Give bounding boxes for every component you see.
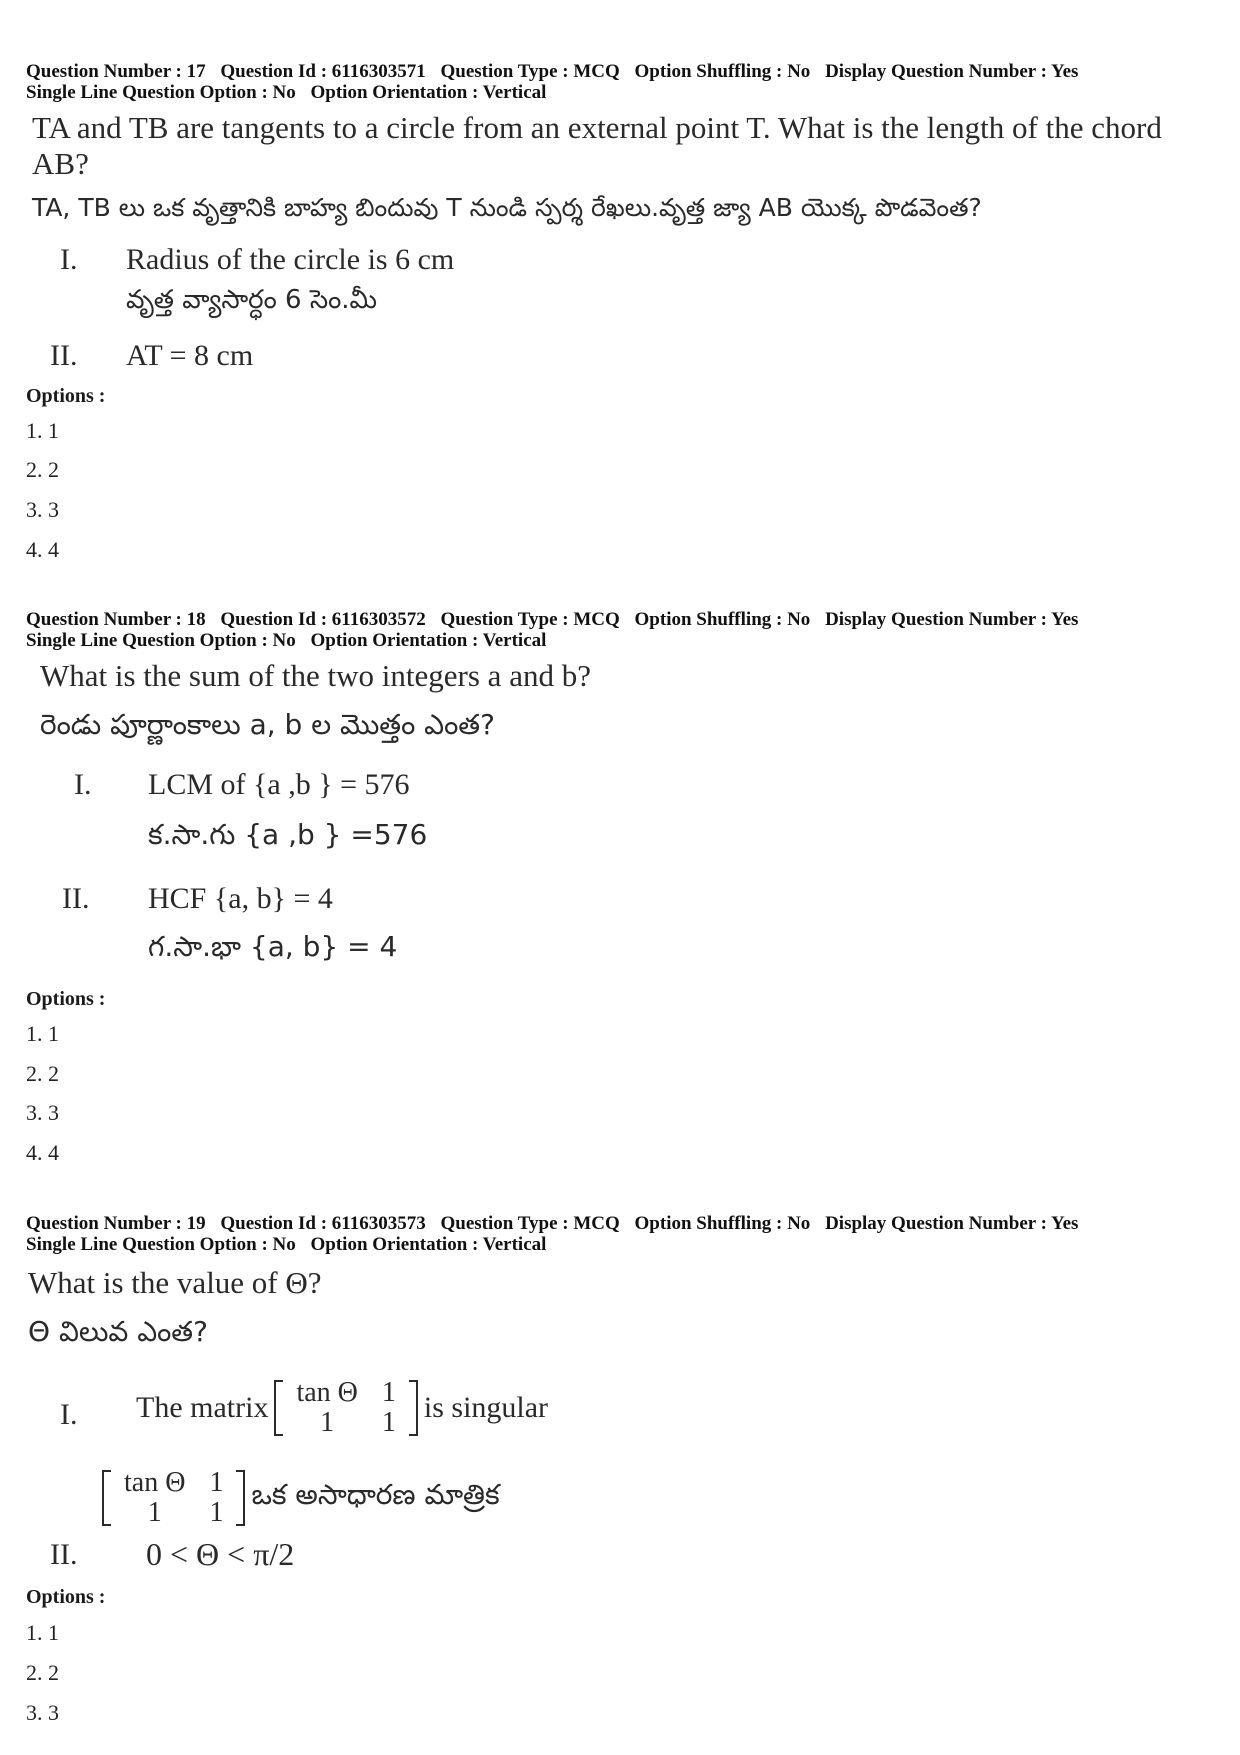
question-number: Question Number : 19: [26, 1213, 206, 1234]
question-type: Question Type : MCQ: [440, 1213, 620, 1234]
condition-1-te: వృత్త వ్యాసార్ధం 6 సెం.మీ: [126, 285, 378, 315]
question-stem-te: TA, TB లు ఒక వృత్తానికి బాహ్య బిందువు T నుండి స్పర్శ రేఖలు.వృత్త జ్యా AB యొక్క పొడవెంత?: [32, 193, 982, 222]
option-1[interactable]: 1. 1: [26, 1620, 59, 1645]
matrix-table-te: [112, 1468, 235, 1528]
matrix: [274, 1378, 417, 1438]
matrix-cell: 1: [381, 1407, 396, 1438]
condition-1-te: క.సా.గు {a ,b } =576: [148, 818, 428, 851]
question-meta-2: [26, 630, 556, 651]
condition-roman-1: I.: [74, 768, 92, 801]
condition-1-en: LCM of {a ,b } = 576: [148, 768, 410, 801]
option-3[interactable]: 3. 3: [26, 1700, 59, 1725]
options-label: Options :: [26, 1586, 106, 1608]
matrix-te-suffix: ఒక అసాధారణ మాత్రిక: [251, 1478, 500, 1511]
option-3[interactable]: 3. 3: [26, 1100, 59, 1125]
option-4[interactable]: 4. 4: [26, 1140, 59, 1165]
question-meta: [26, 61, 1088, 82]
question-stem-en: [32, 110, 1222, 182]
single-line-option: Single Line Question Option : No: [26, 630, 296, 651]
matrix-prefix: The matrix: [136, 1391, 269, 1424]
option-orientation: Option Orientation : Vertical: [310, 630, 547, 651]
option-1[interactable]: 1. 1: [26, 1021, 59, 1046]
matrix-cell: 1: [381, 1377, 396, 1408]
question-meta-2: [26, 82, 556, 103]
matrix-te: [102, 1468, 245, 1528]
condition-1-en: [136, 1378, 548, 1438]
option-4[interactable]: 4. 4: [26, 537, 59, 562]
question-stem-en: What is the sum of the two integers a and b?: [40, 658, 591, 693]
matrix-cell: tan Θ: [296, 1377, 358, 1408]
question-id: Question Id : 6116303571: [220, 61, 426, 82]
question-meta: [26, 609, 1088, 630]
question-stem-te: Θ విలువ ఎంత?: [28, 1315, 208, 1348]
condition-roman-2: II.: [50, 339, 78, 372]
option-2[interactable]: 2. 2: [26, 1660, 59, 1685]
condition-roman-1: I.: [60, 243, 78, 276]
question-id: Question Id : 6116303573: [220, 1213, 426, 1234]
condition-roman-2: II.: [50, 1538, 78, 1571]
matrix-cell: 1: [320, 1407, 335, 1438]
display-question-number: Display Question Number : Yes: [825, 609, 1079, 630]
stem-line-2: AB?: [32, 146, 89, 181]
condition-1-te: [96, 1468, 500, 1528]
option-orientation: Option Orientation : Vertical: [310, 1234, 547, 1255]
options-label: Options :: [26, 385, 106, 407]
option-3[interactable]: 3. 3: [26, 497, 59, 522]
question-meta-2: [26, 1234, 556, 1255]
condition-roman-2: II.: [62, 882, 90, 915]
option-1[interactable]: 1. 1: [26, 418, 59, 443]
question-type: Question Type : MCQ: [440, 61, 620, 82]
option-shuffling: Option Shuffling : No: [634, 1213, 811, 1234]
single-line-option: Single Line Question Option : No: [26, 82, 296, 103]
display-question-number: Display Question Number : Yes: [825, 61, 1079, 82]
option-shuffling: Option Shuffling : No: [634, 61, 811, 82]
condition-1-en: Radius of the circle is 6 cm: [126, 243, 455, 276]
single-line-option: Single Line Question Option : No: [26, 1234, 296, 1255]
condition-2-en: HCF {a, b} = 4: [148, 882, 333, 915]
question-id: Question Id : 6116303572: [220, 609, 426, 630]
stem-line-1: TA and TB are tangents to a circle from an external point T. What is the length of the chord: [32, 110, 1162, 145]
question-meta: [26, 1213, 1088, 1234]
matrix-table: [284, 1378, 407, 1438]
display-question-number: Display Question Number : Yes: [825, 1213, 1079, 1234]
condition-roman-1: I.: [60, 1398, 78, 1431]
question-number: Question Number : 17: [26, 61, 206, 82]
option-2[interactable]: 2. 2: [26, 457, 59, 482]
question-type: Question Type : MCQ: [440, 609, 620, 630]
option-orientation: Option Orientation : Vertical: [310, 82, 547, 103]
question-stem-en: What is the value of Θ?: [28, 1265, 322, 1300]
question-number: Question Number : 18: [26, 609, 206, 630]
option-2[interactable]: 2. 2: [26, 1061, 59, 1086]
matrix-cell: 1: [147, 1497, 162, 1528]
matrix-suffix: is singular: [423, 1391, 549, 1424]
condition-2-te: గ.సా.భా {a, b} = 4: [148, 930, 398, 963]
question-stem-te: రెండు పూర్ణాంకాలు a, b ల మొత్తం ఎంత?: [40, 708, 495, 741]
options-label: Options :: [26, 988, 106, 1010]
matrix-cell: tan Θ: [124, 1467, 186, 1498]
condition-2-en: AT = 8 cm: [126, 339, 254, 372]
matrix-cell: 1: [209, 1497, 224, 1528]
condition-2-en: 0 < Θ < π/2: [146, 1536, 295, 1572]
option-shuffling: Option Shuffling : No: [634, 609, 811, 630]
matrix-cell: 1: [209, 1467, 224, 1498]
